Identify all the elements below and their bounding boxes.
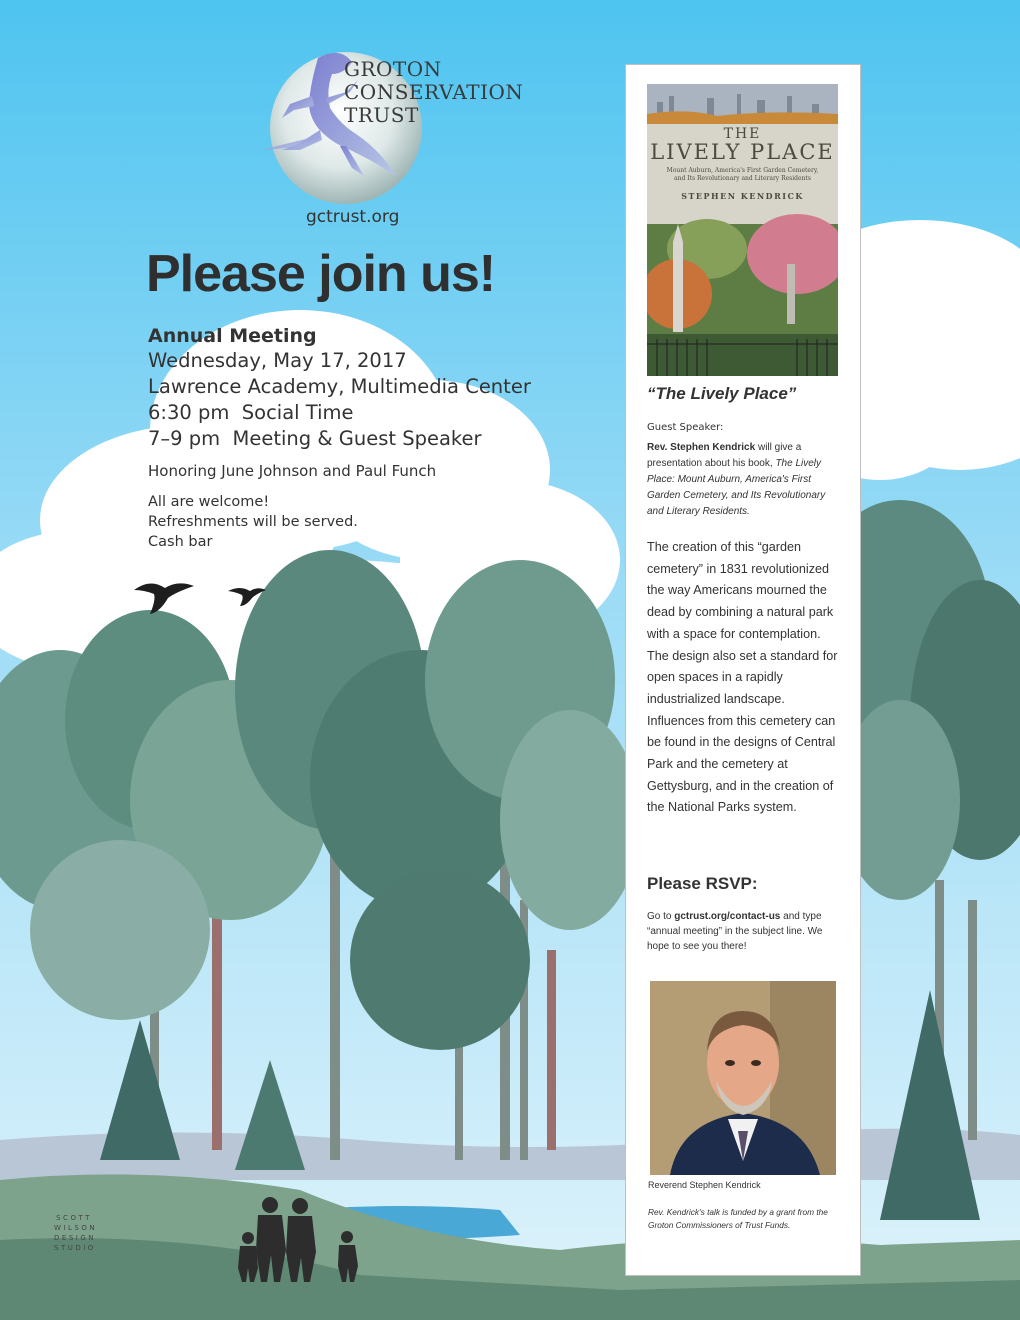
- speaker-portrait: [650, 981, 836, 1175]
- credit-line: SCOTT: [56, 1214, 92, 1222]
- rsvp-post-text: and type “annual meeting” in the subject line. We hope to see you there!: [647, 911, 823, 952]
- logo-wordmark: [344, 58, 523, 127]
- event-meeting-time: 7–9 pm Meeting & Guest Speaker: [148, 427, 482, 450]
- rsvp-link[interactable]: gctrust.org/contact-us: [674, 911, 781, 922]
- rsvp-pre-text: Go to: [647, 911, 675, 922]
- book-reference: The Lively Place: Mount Auburn, America's First Garden Cemetery, and Its Revolutionary and Literary Residents.: [647, 458, 826, 517]
- designer-credit: [54, 1213, 98, 1253]
- credit-line: WILSON: [54, 1224, 98, 1232]
- welcome-line: All are welcome!: [148, 494, 270, 510]
- speaker-bio: [647, 440, 842, 520]
- event-title: Annual Meeting: [148, 325, 317, 347]
- credit-line: STUDIO: [54, 1244, 96, 1252]
- cemetery-paragraph: The creation of this “garden cemetery” in 1831 revolutionized the way Americans mourned the dead by combining a natural park with a space for contemplation. The design also set a standard for open spaces in a rapidly industrialized landscape. Influences from this cemetery can be found in the designs of Central Park and the cemetery at Gettysburg, and in the creation of the National Parks system.: [647, 540, 838, 815]
- welcome-note: [148, 492, 531, 552]
- event-location: Lawrence Academy, Multimedia Center: [148, 375, 531, 398]
- bio-text: will give a presentation about his book,: [647, 442, 802, 469]
- speaker-photo: [650, 981, 836, 1175]
- talk-title: “The Lively Place”: [647, 384, 797, 403]
- event-details: [148, 324, 531, 552]
- logo-line-3: TRUST: [344, 103, 419, 127]
- photo-caption: Reverend Stephen Kendrick: [648, 1180, 761, 1190]
- funding-note: Rev. Kendrick's talk is funded by a grant from the Groton Commissioners of Trust Funds.: [648, 1207, 828, 1230]
- event-date: Wednesday, May 17, 2017: [148, 349, 407, 372]
- event-honoring: Honoring June Johnson and Paul Funch: [148, 462, 437, 480]
- logo-line-2: CONSERVATION: [344, 80, 524, 104]
- cash-bar-line: Cash bar: [148, 534, 213, 550]
- book-subtitle: Mount Auburn, America's First Garden Cemetery, and Its Revolutionary and Literary Residents: [666, 167, 819, 182]
- rsvp-heading: Please RSVP:: [647, 874, 758, 893]
- logo-line-1: GROTON: [344, 57, 442, 81]
- book-title-article: THE: [723, 126, 762, 142]
- book-author: STEPHEN KENDRICK: [681, 191, 804, 201]
- credit-line: DESIGN: [54, 1234, 96, 1242]
- book-title: LIVELY PLACE: [650, 140, 835, 164]
- refreshments-line: Refreshments will be served.: [148, 514, 358, 530]
- book-title-block: [647, 126, 838, 201]
- speaker-name: Rev. Stephen Kendrick: [647, 442, 756, 453]
- headline: Please join us!: [146, 245, 496, 303]
- book-cover: [647, 84, 838, 376]
- rsvp-instructions: [647, 909, 842, 954]
- guest-speaker-label: Guest Speaker:: [647, 422, 724, 433]
- event-social-time: 6:30 pm Social Time: [148, 401, 354, 424]
- website-url[interactable]: gctrust.org: [306, 207, 400, 227]
